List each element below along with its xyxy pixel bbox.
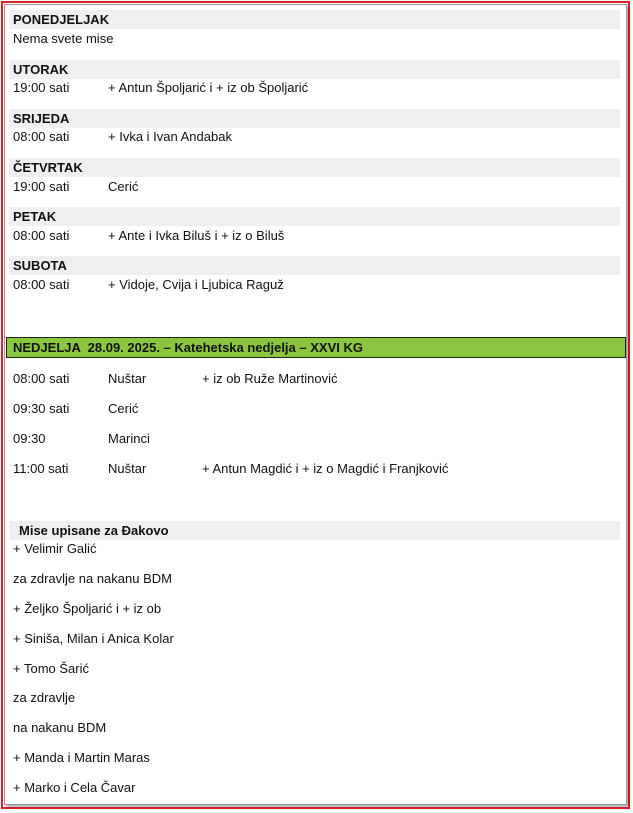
mass-time: 08:00 sati	[13, 129, 70, 144]
list-item: + Velimir Galić	[13, 541, 97, 556]
mass-time: 09:30 sati	[13, 401, 70, 416]
mass-intention: + iz ob Ruže Martinović	[202, 371, 338, 386]
mass-place: Marinci	[108, 431, 150, 446]
day-header-saturday: SUBOTA	[9, 256, 620, 275]
mass-intention: + Antun Magdić i + iz o Magdić i Franjković	[202, 461, 449, 476]
list-item: + Tomo Šarić	[13, 661, 89, 676]
day-header-tuesday: UTORAK	[9, 60, 620, 79]
mass-time: 08:00 sati	[13, 371, 70, 386]
sunday-title: NEDJELJA 28.09. 2025. – Katehetska nedjelja – XXVI KG	[13, 340, 363, 355]
mass-time: 08:00 sati	[13, 228, 70, 243]
mass-time: 09:30	[13, 431, 46, 446]
list-item: za zdravlje	[13, 690, 76, 705]
list-item: + Željko Špoljarić i + iz ob	[13, 601, 162, 616]
mass-place: Nuštar	[108, 371, 147, 386]
day-header-wednesday: SRIJEDA	[9, 109, 620, 128]
day-header-thursday: ČETVRTAK	[9, 158, 620, 177]
mass-note: Nema svete mise	[13, 31, 114, 46]
list-item: + Manda i Martin Maras	[13, 750, 150, 765]
mass-intention: + Vidoje, Cvija i Ljubica Raguž	[108, 277, 284, 292]
list-item: na nakanu BDM	[13, 720, 107, 735]
mass-time: 19:00 sati	[13, 179, 70, 194]
mass-intention: + Ante i Ivka Biluš i + iz o Biluš	[108, 228, 285, 243]
sunday-header	[6, 337, 626, 358]
djakovo-header: Mise upisane za Đakovo	[9, 521, 620, 540]
mass-place: Cerić	[108, 179, 139, 194]
mass-place: Cerić	[108, 401, 139, 416]
mass-intention: + Ivka i Ivan Andabak	[108, 129, 232, 144]
day-header-friday: PETAK	[9, 207, 620, 226]
mass-time: 08:00 sati	[13, 277, 70, 292]
day-header-monday: PONEDJELJAK	[9, 10, 620, 29]
mass-time: 11:00 sati	[13, 461, 69, 476]
mass-intention: + Antun Špoljarić i + iz ob Špoljarić	[108, 80, 309, 95]
mass-time: 19:00 sati	[13, 80, 70, 95]
list-item: za zdravlje na nakanu BDM	[13, 571, 172, 586]
list-item: + Siniša, Milan i Anica Kolar	[13, 631, 174, 646]
mass-place: Nuštar	[108, 461, 147, 476]
list-item: + Marko i Cela Čavar	[13, 780, 136, 795]
